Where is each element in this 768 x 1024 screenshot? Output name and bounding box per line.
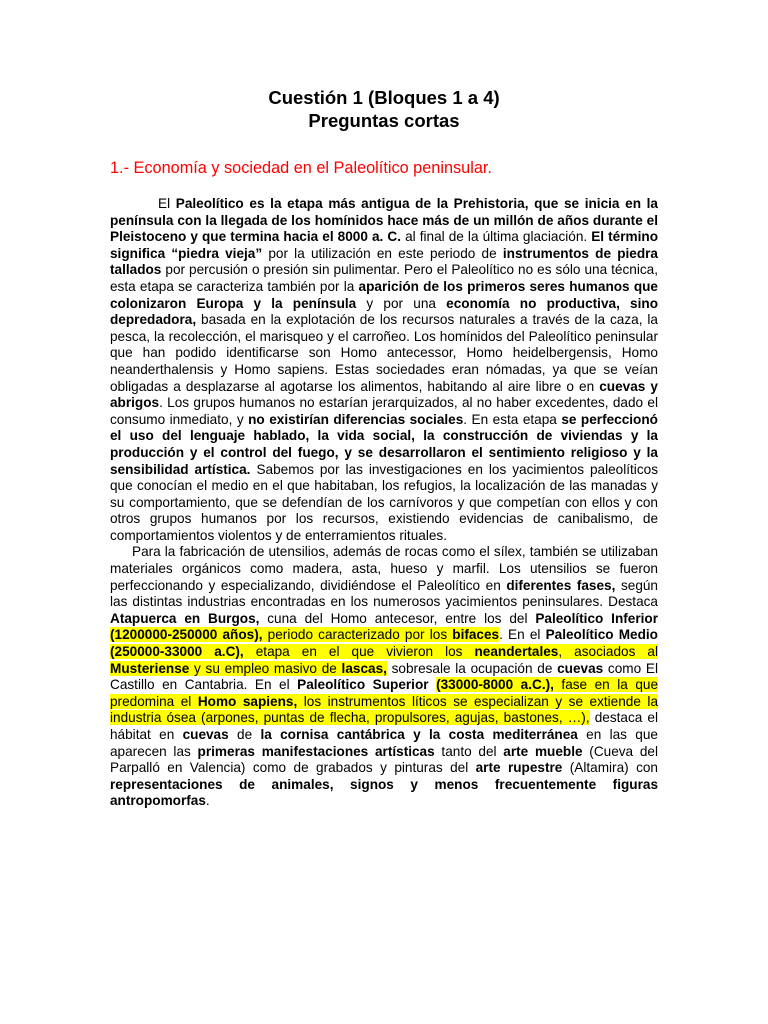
text-run: (Altamira) con bbox=[562, 760, 658, 776]
text-run: arte rupestre bbox=[475, 760, 563, 776]
text-run: Paleolítico es la etapa más antigua de la Prehistoria, que se inicia en la península con la llegada de los homínidos hace más de un millón de años durante el Pleistoceno y que termina hacia el 8000 a. C. bbox=[110, 196, 658, 245]
text-run: según las distintas industrias encontradas en los numerosos yacimientos peninsulares. Destaca bbox=[110, 577, 658, 610]
text-run: etapa en el que vivieron los bbox=[243, 644, 475, 660]
text-run: El bbox=[158, 196, 176, 211]
text-run: los instrumentos líticos se especializan y se extiende la industria ósea (arpones, puntas de flecha, propulsores, agujas, bastones, …), bbox=[110, 693, 658, 726]
text-run: instrumentos de piedra tallados bbox=[110, 245, 658, 278]
section-heading: 1.- Economía y sociedad en el Paleolítico peninsular. bbox=[110, 159, 492, 177]
text-run: arte mueble bbox=[503, 743, 583, 759]
text-run: Atapuerca en Burgos, bbox=[110, 610, 260, 626]
text-run bbox=[429, 677, 437, 692]
title-line-2: Preguntas cortas bbox=[308, 110, 460, 131]
text-run: Sabemos por las investigaciones en los yacimientos paleolíticos que conocían el medio en el que habitaban, los refugios, la localización de las manadas y su comportamiento, que se defendían de los carnívoros y que competían con ellos y con otros grupos humanos por los recursos, existiendo evidencias de canibalismo, de comportamientos violentos y de enterramientos rituales. bbox=[110, 461, 658, 543]
text-run: representaciones de animales, signos y menos frecuentemente figuras antropomorfas bbox=[110, 776, 658, 809]
text-run: como El Castillo en Cantabria. En el bbox=[110, 660, 658, 693]
text-run: , asociados al bbox=[558, 644, 658, 660]
text-run: (250000-33000 a.C), bbox=[110, 644, 244, 660]
paragraph-2 bbox=[110, 544, 658, 810]
text-run: por la utilización en este periodo de bbox=[262, 245, 503, 261]
text-run: El término significa “piedra vieja” bbox=[110, 229, 658, 261]
text-run: cuevas bbox=[557, 660, 604, 676]
text-run: (33000-8000 a.C.), bbox=[436, 677, 554, 693]
text-run: . Los grupos humanos no estarían jerarquizados, al no haber excedentes, dado el consumo inmediato, y bbox=[110, 395, 658, 427]
text-run: Homo sapiens, bbox=[197, 693, 298, 709]
text-run: aparición de los primeros seres humanos que colonizaron Europa y la península bbox=[110, 278, 658, 311]
text-run: economía no productiva, sino depredadora, bbox=[110, 295, 658, 328]
text-run: no existirían diferencias sociales bbox=[248, 411, 464, 427]
text-run: de bbox=[228, 727, 261, 742]
text-run: y por una bbox=[356, 295, 447, 311]
text-run: . En el bbox=[499, 627, 546, 643]
paragraph-1 bbox=[110, 196, 658, 544]
text-run: cuna del Homo antecesor, entre los del bbox=[259, 610, 536, 626]
text-run: Para la fabricación de utensilios, además de rocas como el sílex, también se utilizaban materiales orgánicos como madera, asta, hueso y marfil. Los utensilios se fueron perfeccionando y especializando, dividiéndose el Paleolítico en bbox=[110, 544, 658, 593]
text-run: . bbox=[205, 793, 210, 809]
text-run: diferentes fases, bbox=[506, 577, 616, 593]
text-run: primeras manifestaciones artísticas bbox=[197, 743, 435, 759]
text-run: Musteriense bbox=[110, 660, 190, 676]
text-run: y su empleo masivo de bbox=[189, 660, 342, 676]
text-run: tanto del bbox=[434, 743, 504, 759]
text-run: (Cueva del Parpalló en Valencia) como de grabados y pinturas del bbox=[110, 743, 658, 776]
text-run: bifaces bbox=[452, 627, 500, 643]
text-run: cuevas y abrigos bbox=[110, 378, 658, 411]
text-run: . En esta etapa bbox=[463, 411, 562, 427]
document-title bbox=[110, 86, 658, 132]
text-run: fase en la que predomina el bbox=[110, 677, 659, 709]
text-run: sobresale la ocupación de bbox=[386, 660, 558, 676]
text-run: por percusión o presión sin pulimentar. Pero el Paleolítico no es sólo una técnica, esta etapa se caracteriza también por la bbox=[110, 262, 658, 294]
text-run: Paleolítico Inferior bbox=[535, 610, 658, 626]
text-run: neandertales bbox=[474, 644, 559, 660]
text-run: (1200000-250000 años), bbox=[110, 627, 263, 643]
title-line-1: Cuestión 1 (Bloques 1 a 4) bbox=[268, 87, 500, 108]
text-run: Paleolítico Medio bbox=[545, 627, 658, 643]
text-run: destaca el hábitat en bbox=[110, 710, 659, 742]
text-run: Paleolítico Superior bbox=[297, 677, 429, 693]
text-run: lascas, bbox=[341, 660, 387, 676]
text-run: al final de la última glaciación. bbox=[401, 229, 592, 245]
text-run: la cornisa cantábrica y la costa mediterránea bbox=[260, 727, 578, 742]
text-run: se perfeccionó el uso del lenguaje hablado, la vida social, la construcción de viviendas y la producción y el control del fuego, y se desarrollaron el sentimiento religioso y la sensibilidad artística. bbox=[110, 411, 658, 477]
text-run: en las que aparecen las bbox=[110, 727, 658, 759]
text-run: cuevas bbox=[182, 727, 229, 742]
text-run: basada en la explotación de los recursos naturales a través de la caza, la pesca, la recolección, el marisqueo y el carroñeo. Los homínidos del Paleolítico peninsular que han podido identificarse son Homo antecessor, Homo heidelbergensis, Homo neanderthalensis y Homo sapiens. Estas sociedades eran nómadas, ya que se veían obligadas a desplazarse al agotarse los alimentos, habitando al aire libre o en bbox=[110, 312, 658, 394]
text-run: periodo caracterizado por los bbox=[262, 627, 453, 643]
